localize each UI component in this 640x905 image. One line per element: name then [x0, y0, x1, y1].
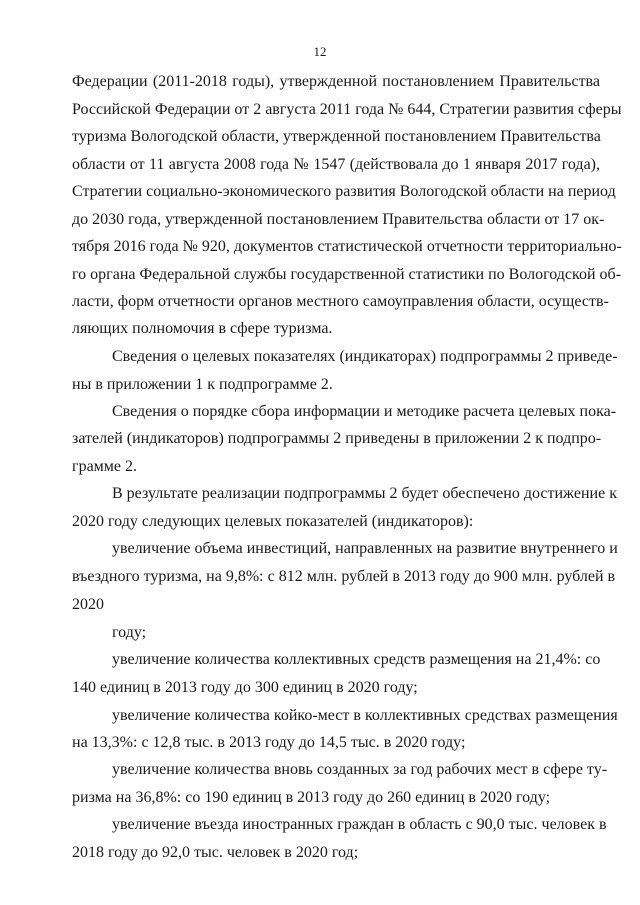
- text-line: 2020: [72, 596, 104, 613]
- text-line: 2018 году до 92,0 тыс. человек в 2020 год;: [72, 844, 359, 861]
- text-line: Федерации (2011-2018 годы), утвержденной постановлением Правительства: [72, 73, 600, 90]
- text-line: году;: [112, 624, 147, 641]
- text-line: 140 единиц в 2013 году до 300 единиц в 2020 году;: [72, 679, 418, 696]
- text-line: Российской Федерации от 2 августа 2011 года № 644, Стратегии развития сферы: [72, 101, 622, 118]
- text-line: увеличение количества койко-мест в коллективных средствах размещения: [112, 707, 618, 724]
- text-line: области от 11 августа 2008 года № 1547 (действовала до 1 января 2017 года),: [72, 156, 600, 173]
- page-number: 12: [313, 44, 327, 59]
- text-line: грамме 2.: [72, 458, 138, 475]
- text-line: 2020 году следующих целевых показателей (индикаторов):: [72, 513, 474, 530]
- text-line: ризма на 36,8%: со 190 единиц в 2013 году до 260 единиц в 2020 году;: [72, 789, 551, 806]
- text-line: Стратегии социально-экономического развития Вологодской области на период: [72, 183, 616, 200]
- text-line: увеличение объема инвестиций, направленных на развитие внутреннего и: [112, 540, 618, 557]
- text-line: Сведения о порядке сбора информации и методике расчета целевых пока-: [112, 403, 617, 420]
- text-line: увеличение количества вновь созданных за год рабочих мест в сфере ту-: [112, 761, 608, 778]
- text-line: зателей (индикаторов) подпрограммы 2 приведены в приложении 2 к подпро-: [72, 430, 602, 447]
- text-line: ласти, форм отчетности органов местного самоуправления области, осуществ-: [72, 293, 609, 310]
- text-line: увеличение количества коллективных средств размещения на 21,4%: со: [112, 651, 601, 668]
- text-line: увеличение въезда иностранных граждан в область с 90,0 тыс. человек в: [112, 816, 607, 833]
- text-line: ны в приложении 1 к подпрограмме 2.: [72, 376, 333, 393]
- text-line: до 2030 года, утвержденной постановлением Правительства области от 17 ок-: [72, 211, 605, 228]
- text-line: въездного туризма, на 9,8%: с 812 млн. рублей в 2013 году до 900 млн. рублей в: [72, 568, 616, 585]
- text-line: го органа Федеральной службы государственной статистики по Вологодской об-: [72, 266, 622, 283]
- text-line: туризма Вологодской области, утвержденной постановлением Правительства: [72, 128, 601, 145]
- text-line: ляющих полномочия в сфере туризма.: [72, 320, 333, 337]
- text-line: на 13,3%: с 12,8 тыс. в 2013 году до 14,5 тыс. в 2020 году;: [72, 734, 466, 751]
- text-line: тября 2016 года № 920, документов статистической отчетности территориально-: [72, 238, 622, 255]
- text-line: В результате реализации подпрограммы 2 будет обеспечено достижение к: [112, 485, 617, 502]
- text-line: Сведения о целевых показателях (индикаторах) подпрограммы 2 приведе-: [112, 348, 618, 365]
